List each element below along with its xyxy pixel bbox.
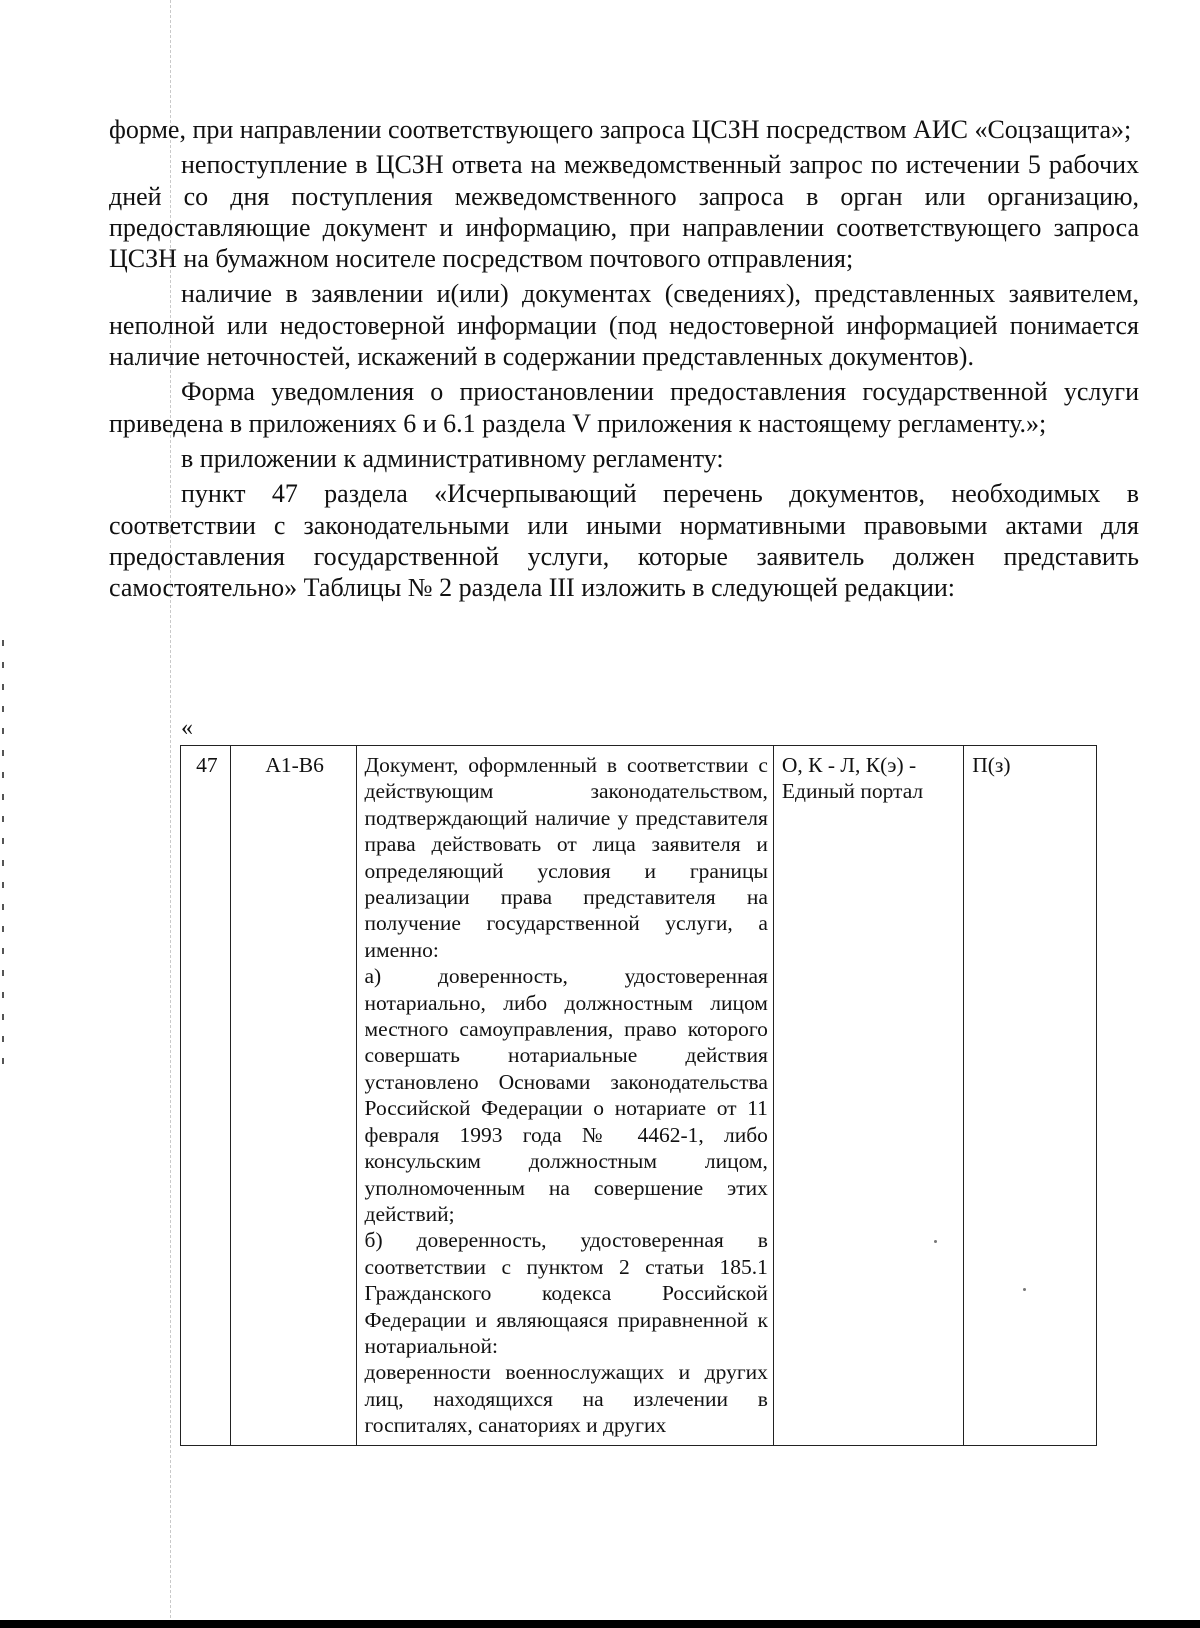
description-paragraph: б) доверенность, удостоверенная в соответствии с пунктом 2 статьи 185.1 Гражданского кодекса Российской Федерации и являющаяся приравненной к нотариальной: (364, 1228, 768, 1358)
document-type-cell: П(з) (964, 746, 1097, 1446)
documents-table (180, 745, 1097, 1446)
paragraph: форме, при направлении соответствующего запроса ЦСЗН посредством АИС «Соцзащита»; (109, 115, 1132, 144)
paragraph: Форма уведомления о приостановлении предоставления государственной услуги приведена в приложениях 6 и 6.1 раздела V приложения к настоящему регламенту.»; (109, 377, 1139, 438)
description-paragraph: Документ, оформленный в соответствии с действующим законодательством, подтверждающий наличие у представителя права действовать от лица заявителя и определяющий условия и границы реализации права представителя на получение государственной услуги, а именно: (364, 753, 768, 962)
row-code-cell: А1-В6 (230, 746, 356, 1446)
paragraph: пункт 47 раздела «Исчерпывающий перечень документов, необходимых в соответствии с законодательными или иными нормативными правовыми актами для предоставления государственной услуги, которые заявитель должен представить самостоятельно» Таблицы № 2 раздела III изложить в следующей редакции: (109, 479, 1139, 603)
paragraph: непоступление в ЦСЗН ответа на межведомственный запрос по истечении 5 рабочих дней со дня поступления межведомственного запроса в орган или организацию, предоставляющие документ и информацию, при направлении соответствующего запроса ЦСЗН на бумажном носителе посредством почтового отправления; (109, 150, 1139, 274)
row-number-cell: 47 (181, 746, 231, 1446)
row-description-cell (356, 746, 773, 1446)
paragraph: в приложении к административному регламенту: (181, 443, 724, 473)
open-quote-mark: « (181, 715, 193, 741)
submission-form-cell: О, К - Л, К(э) - Единый портал (773, 746, 963, 1446)
table-row (181, 746, 1097, 1446)
scan-bottom-edge (0, 1620, 1200, 1628)
scan-edge-marks (2, 640, 4, 1070)
description-paragraph: а) доверенность, удостоверенная нотариально, либо должностным лицом местного самоуправления, право которого совершать нотариальные действия установлено Основами законодательства Российской Федерации о нотариате от 11 февраля 1993 года № 4462-1, либо консульским должностным лицом, уполномоченным на совершение этих действий; (364, 964, 768, 1226)
paragraph: наличие в заявлении и(или) документах (сведениях), представленных заявителем, неполной или недостоверной информации (под недостоверной информацией понимается наличие неточностей, искажений в содержании представленных документов). (109, 279, 1139, 372)
description-paragraph: доверенности военнослужащих и других лиц, находящихся на излечении в госпиталях, санаториях и других (364, 1360, 768, 1438)
document-body (109, 114, 1139, 607)
